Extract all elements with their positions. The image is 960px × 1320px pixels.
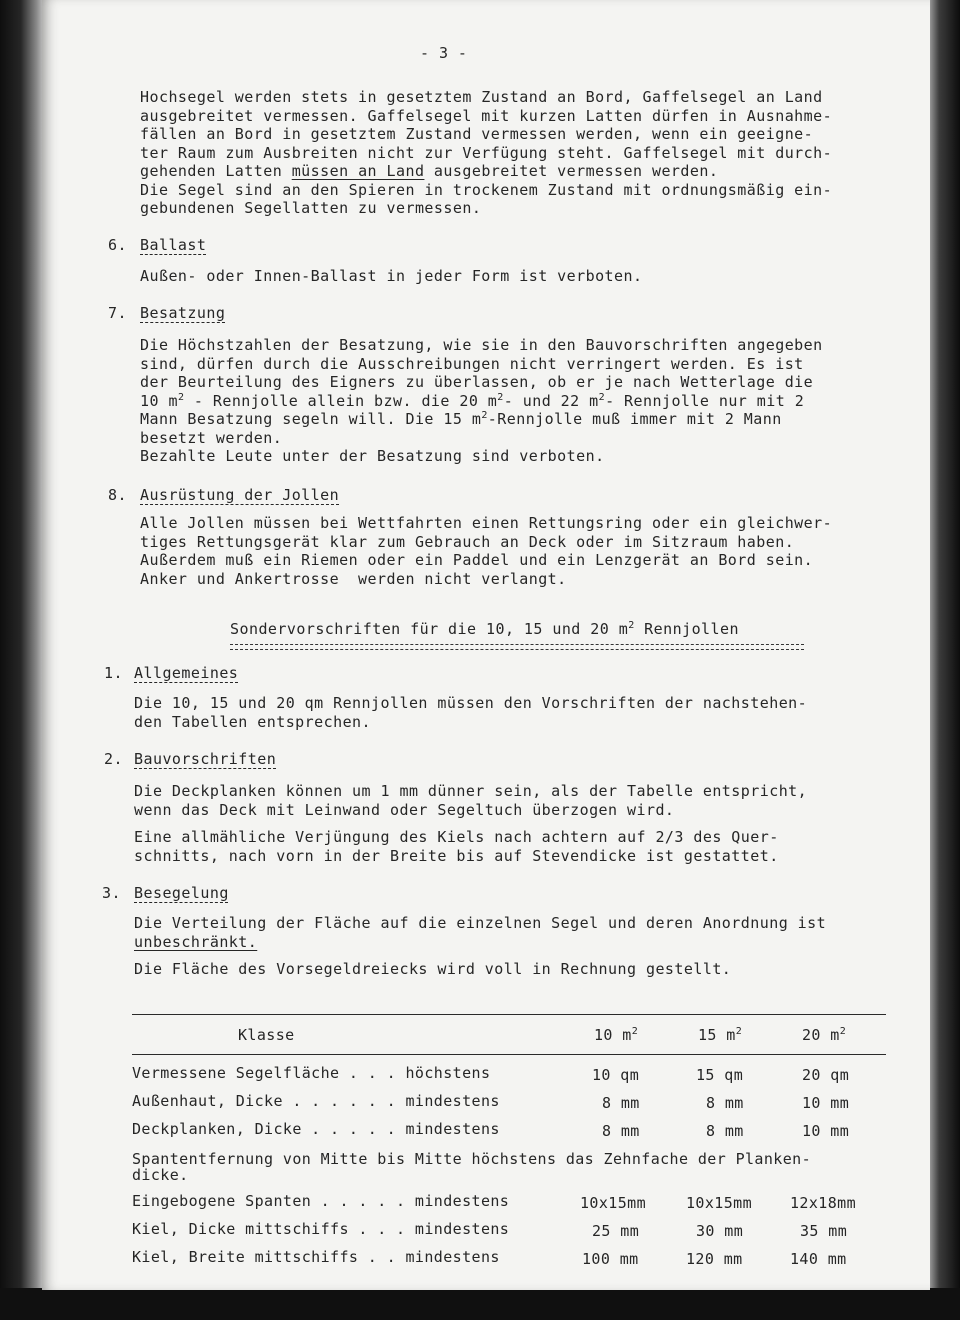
row-value-10: 100 mm — [582, 1250, 639, 1268]
section-8-paragraph — [140, 514, 832, 588]
special-2-line: Die Deckplanken können um 1 mm dünner sein, als der Tabelle entspricht, — [134, 782, 808, 800]
row-value-10: 8 mm — [602, 1094, 640, 1112]
row-value-20: 35 mm — [800, 1222, 848, 1240]
intro-paragraph — [140, 88, 832, 218]
special-3-line-underlined: unbeschränkt. — [134, 932, 258, 951]
row-value-20: 10 mm — [802, 1094, 850, 1112]
underlined-phrase: müssen an Land — [291, 162, 425, 180]
row-label: Außenhaut, Dicke . . . . . . mindestens — [132, 1092, 500, 1110]
document-page — [42, 0, 930, 1290]
section-8-number: 8. — [108, 486, 127, 504]
row-value-15: 120 mm — [686, 1250, 743, 1268]
table-header-10: 10 $m^2$ — [594, 1026, 639, 1044]
section-8-line: Alle Jollen müssen bei Wettfahrten einen Rettungsring oder ein gleichwer- — [140, 514, 833, 532]
table-top-rule — [132, 1014, 886, 1015]
row-value-20: 20 qm — [802, 1066, 850, 1084]
table-header-rule — [132, 1054, 886, 1055]
spanten-note-line: dicke. — [132, 1166, 189, 1184]
section-8-line: Außerdem muß ein Riemen oder ein Paddel und ein Lenzgerät an Bord sein. — [140, 551, 814, 569]
scan-right-border — [928, 0, 960, 1320]
special-2-heading: Bauvorschriften — [134, 750, 277, 768]
intro-line-underlined: gehenden Latten müssen an Land ausgebreitet vermessen werden. — [140, 162, 719, 180]
special-1-line: Die 10, 15 und 20 qm Rennjollen müssen den Vorschriften der nachstehen- — [134, 694, 808, 712]
special-3-paragraph-a — [134, 914, 826, 951]
special-2-line: wenn das Deck mit Leinwand oder Segeltuch überzogen wird. — [134, 800, 675, 819]
intro-line: gebundenen Segellatten zu vermessen. — [140, 199, 482, 217]
section-7-heading: Besatzung — [140, 304, 226, 322]
row-value-10: 8 mm — [602, 1122, 640, 1140]
title-double-underline — [230, 644, 804, 650]
section-7-line: besetzt werden. — [140, 428, 283, 447]
row-label: Vermessene Segelfläche . . . höchstens — [132, 1064, 491, 1082]
section-8-line: Anker und Ankertrosse werden nicht verlangt. — [140, 569, 567, 588]
row-label: Kiel, Breite mittschiffs . . mindestens — [132, 1248, 500, 1266]
special-2-line: Eine allmähliche Verjüngung des Kiels nach achtern auf 2/3 des Quer- — [134, 828, 779, 846]
section-7-line: Die Höchstzahlen der Besatzung, wie sie in den Bauvorschriften angegeben — [140, 336, 823, 354]
section-8-heading: Ausrüstung der Jollen — [140, 486, 340, 504]
table-header-20: 20 $m^2$ — [802, 1026, 847, 1044]
special-3-line: Die Verteilung der Fläche auf die einzelnen Segel und deren Anordnung ist — [134, 914, 827, 932]
intro-line: Hochsegel werden stets in gesetztem Zustand an Bord, Gaffelsegel an Land — [140, 88, 823, 106]
row-value-10: 25 mm — [592, 1222, 640, 1240]
section-7-line-areas: 10 $m^2$ - Rennjolle allein bzw. die 20 $m^2-$ und 22 $m^2-$ Rennjolle nur mit 2 — [140, 391, 805, 410]
table-header-15: 15 $m^2$ — [698, 1026, 743, 1044]
intro-line: Die Segel sind an den Spieren in trockenem Zustand mit ordnungsmäßig ein- — [140, 180, 833, 199]
section-7-paragraph — [140, 336, 823, 466]
special-2-number: 2. — [104, 750, 123, 768]
row-value-20: 12x18mm — [790, 1194, 857, 1212]
section-8-line: tiges Rettungsgerät klar zum Gebrauch an Deck oder im Sitzraum haben. — [140, 532, 795, 551]
table-header-klasse: Klasse — [238, 1026, 295, 1044]
special-2-paragraph-a — [134, 782, 807, 819]
special-3-number: 3. — [102, 884, 121, 902]
page-number: - 3 - — [420, 44, 468, 62]
row-value-10: 10x15mm — [580, 1194, 647, 1212]
section-6-number: 6. — [108, 236, 127, 254]
row-value-20: 140 mm — [790, 1250, 847, 1268]
row-value-15: 10x15mm — [686, 1194, 753, 1212]
scan-left-border — [0, 0, 46, 1320]
section-7-line-crew: Mann Besatzung segeln will. Die 15 $m^2$-Rennjolle muß immer mit 2 Mann — [140, 410, 782, 428]
section-6-text: Außen- oder Innen-Ballast in jeder Form ist verboten. — [140, 267, 643, 285]
row-label: Eingebogene Spanten . . . . . mindestens — [132, 1192, 510, 1210]
special-2-line: schnitts, nach vorn in der Breite bis auf Stevendicke ist gestattet. — [134, 846, 779, 865]
section-7-line: der Beurteilung des Eigners zu überlassen, ob er je nach Wetterlage die — [140, 373, 814, 391]
scan-bottom-border — [0, 1288, 960, 1320]
intro-line: fällen an Bord in gesetztem Zustand vermessen werden, wenn ein geeigne- — [140, 125, 814, 143]
special-1-paragraph — [134, 694, 807, 731]
row-value-15: 8 mm — [706, 1122, 744, 1140]
section-7-number: 7. — [108, 304, 127, 322]
intro-line: ter Raum zum Ausbreiten nicht zur Verfügung steht. Gaffelsegel mit durch- — [140, 143, 833, 162]
special-2-paragraph-b — [134, 828, 779, 865]
special-1-heading: Allgemeines — [134, 664, 239, 682]
special-3-heading: Besegelung — [134, 884, 229, 902]
row-value-15: 8 mm — [706, 1094, 744, 1112]
row-value-15: 30 mm — [696, 1222, 744, 1240]
special-1-number: 1. — [104, 664, 123, 682]
spanten-note-line: Spantentfernung von Mitte bis Mitte höchstens das Zehnfache der Planken- — [132, 1150, 812, 1168]
intro-line: ausgebreitet vermessen. Gaffelsegel mit kurzen Latten dürfen in Ausnahme- — [140, 106, 833, 125]
special-3-line: Die Fläche des Vorsegeldreiecks wird voll in Rechnung gestellt. — [134, 960, 732, 978]
special-1-line: den Tabellen entsprechen. — [134, 712, 372, 731]
section-6-heading: Ballast — [140, 236, 207, 254]
row-value-15: 15 qm — [696, 1066, 744, 1084]
row-label: Deckplanken, Dicke . . . . . mindestens — [132, 1120, 500, 1138]
row-value-20: 10 mm — [802, 1122, 850, 1140]
section-7-line: sind, dürfen durch die Ausschreibungen nicht verringert werden. Es ist — [140, 354, 804, 373]
special-rules-title: Sondervorschriften für die 10, 15 und 20 $m^2$ Rennjollen — [230, 620, 739, 638]
section-7-line: Bezahlte Leute unter der Besatzung sind verboten. — [140, 447, 605, 465]
row-value-10: 10 qm — [592, 1066, 640, 1084]
row-label: Kiel, Dicke mittschiffs . . . mindestens — [132, 1220, 510, 1238]
